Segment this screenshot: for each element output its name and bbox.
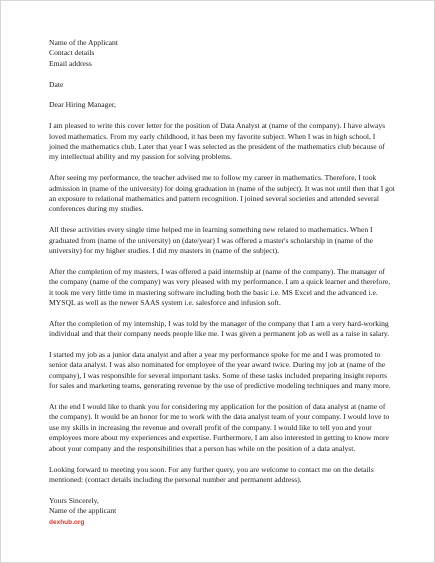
body-paragraph: Looking forward to meeting you soon. For any further query, you are welcome to contact me on the details mentioned: (contact details including the personal number and permanent address). xyxy=(49,464,374,484)
body-paragraph: After seeing my performance, the teacher advised me to follow my career in mathematics. Therefore, I took admission in (name of the university) for doing graduation in (name of the subject). It was not until then that I got an exposure to relational mathematics and pattern recognition. I joined several societies and attended several conferences during my studies. xyxy=(49,173,395,214)
body-paragraph: I am pleased to write this cover letter for the position of Data Analyst at (name of the company). I have always loved mathematics. From my early childhood, it has been my favorite subject. When I was in high school, I joined the mathematics club. Later that year I was selected as the president of the mathematics club because of my intellectual ability and my passion for solving problems. xyxy=(49,121,386,162)
cover-letter xyxy=(49,38,395,527)
body-paragraph: After the completion of my internship, I was told by the manager of the company that I am a very hard-working individual and that their company needs people like me. I was given a permanent job as well as a raise in salary. xyxy=(49,318,390,339)
closing-block xyxy=(49,496,395,517)
body-paragraph: After the completion of my masters, I was offered a paid internship at (name of the company). The manager of the company (name of the company) was very pleased with my performance. I am a quick learner and therefore, it took me very little time in mastering software including both the basic i.e. MS Excel and the advanced i.e. MYSQL as well as the newer SAAS system i.e. salesforce and infusion soft. xyxy=(49,266,391,308)
body-paragraph: At the end I would like to thank you for considering my application for the position of data analyst at (name of the company). It would be an honor for me to work with the data analyst team of your company. I would love to use my skills in increasing the revenue and overall profit of the company. I would like to tell you and your employees more about my experiences and expertise. Furthermore, I am also interested in getting to know more about your company and the responsibilities that a person has while on the position of a data analyst. xyxy=(49,402,390,453)
applicant-name: Name of the applicant xyxy=(49,506,117,516)
sender-name: Name of the Applicant xyxy=(49,38,118,47)
sender-block xyxy=(49,38,395,69)
body-paragraph: I started my job as a junior data analyst and after a year my performance spoke for me and I was promoted to senior data analyst. I was also nominated for employee of the year award twice. During my job at (name of the company), I was responsible for several important tasks. Some of these tasks included preparing insight reports for sales and marketing teams, generating revenue by the use of predictive modeling techniques and many more. xyxy=(49,350,391,391)
brand-watermark: dexhub.org xyxy=(49,519,85,526)
sign-off: Yours Sincerely, xyxy=(49,495,99,505)
body-paragraph: All these activities every single time helped me in learning something new related to mathematics. When I graduated from (name of the university) on (date/year) I was offered a master's scholarship in (name of the university) for my higher studies. I did my masters in (name of the subject). xyxy=(49,225,374,256)
salutation: Dear Hiring Manager, xyxy=(49,100,116,110)
sender-email: Email address xyxy=(49,58,92,68)
letter-date: Date xyxy=(49,79,64,89)
sender-contact: Contact details xyxy=(49,48,95,58)
